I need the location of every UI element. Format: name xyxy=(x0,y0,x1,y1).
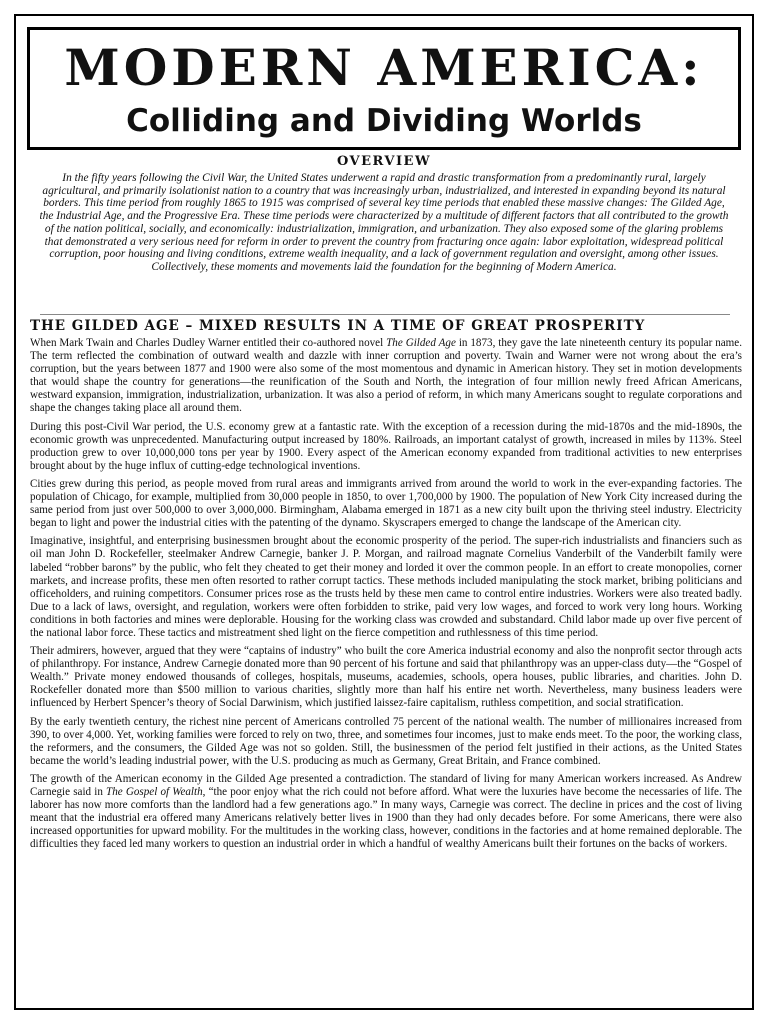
paragraph-4: Imaginative, insightful, and enterprising businessmen brought about the economic prosperity of the period. The super-rich industrialists and financiers such as oil man John D. Rockefeller, steelmaker Andrew Carnegie, banker J. P. Morgan, and railroad magnate Cornelius Vanderbilt of the Vanderbilt family were labeled “robber barons” by the public, who felt they cheated to get their money and lorded it over the common people. In an effort to create monopolies, corner markets, and increase profits, these men often resorted to rather corrupt tactics. These methods included manipulating the stock market, bribing politicians and officeholders, and ruining competitors. Consumer prices rose as the trusts held by these men came to control entire industries. Workers were also treated badly. Due to a lack of laws, oversight, and regulation, workers were often forbidden to strike, paid very low wages, and forced to work very long hours. Working conditions in both factories and mines were deplorable. Housing for the working class was crowded and substandard. Child labor made up over five percent of the national labor force. These tactics and mistreatment shed light on the fierce competition and ruthlessness of this time period. xyxy=(30,535,742,639)
paragraph-6: By the early twentieth century, the richest nine percent of Americans controlled 75 percent of the national wealth. The number of millionaires increased from 390, to over 4,000. Yet, working families were forced to rely on two, three, and sometimes four incomes, just to make ends meet. To the poor, the working class, the reformers, and the consumers, the Gilded Age was not so golden. Still, the businessmen of the period felt justified in their actions, as the United States became the world’s leading industrial power, with the U.S. producing as much as Germany, Great Britain, and France combined. xyxy=(30,715,742,767)
paragraph-3: Cities grew during this period, as people moved from rural areas and immigrants arrived from around the world to work in the ever-expanding factories. The population of Chicago, for example, multiplied from 30,000 people in 1850, to over 1,700,000 by 1900. The population of New York City increased during the same period from just over 500,000 to over 3,000,000. Birmingham, Alabama emerged in 1871 as a new city built upon the thriving steel industry. Electricity began to light and power the industrial cities with the patenting of the dynamo. Skyscrapers emerged to change the landscape of the American city. xyxy=(30,477,742,530)
overview-text: In the fifty years following the Civil War, the United States underwent a rapid and drastic transformation from a predominantly rural, largely agricultural, and primarily isolationist nation to a country that was increasingly urban, industrialized, and interested in expanding beyond its natural borders. This time period from roughly 1865 to 1915 was comprised of several key time periods that enabled these massive changes: The Gilded Age, the Industrial Age, and the Progressive Era. These time periods were characterized by a multitude of different factors that all contributed to the growth of the nation political, socially, and economically: industrialization, immigration, and urbanization. They also exposed some of the glaring problems that demonstrated a very serious need for reform in order to prevent the country from fracturing once again: labor exploitation, widespread political corruption, poor housing and living conditions, extreme wealth inequality, and a lack of government regulation and oversight, among other issues. Collectively, these moments and movements laid the foundation for the beginning of Modern America. xyxy=(39,172,729,273)
page-title: MODERN AMERICA: xyxy=(64,38,704,97)
paragraph-5: Their admirers, however, argued that they were “captains of industry” who built the core America industrial economy and also the nonprofit sector through acts of philanthropy. For instance, Andrew Carnegie donated more than 90 percent of his fortune and said that philanthropy was an upper-class duty—the “Gospel of Wealth.” Private money endowed thousands of colleges, hospitals, museums, academies, schools, opera houses, public libraries, and charities. John D. Rockefeller donated more than $500 million to various charities, slightly more than half his entire net worth. Nevertheless, many business leaders were influenced by Herbert Spencer’s theory of Social Darwinism, which justified laissez-faire capitalism, ruthless competition, and social stratification. xyxy=(30,645,742,710)
book-title-gilded-age: The Gilded Age xyxy=(386,337,456,349)
paragraph-2: During this post-Civil War period, the U.S. economy grew at a fantastic rate. With the exception of a recession during the mid-1870s and the mid-1890s, the economic growth was unprecedented. Manufacturing output increased by 180%. Railroads, an important catalyst of growth, increased in miles by 113%. Steel production grew to over 10,000,000 tons per year by 1900. Every aspect of the American economy expanded from traditional activities to new enterprises brought about by the huge influx of cutting-edge technological inventions. xyxy=(30,420,742,472)
paragraph-1-text-b: in 1873, they gave the late nineteenth century its popular name. The term reflected the combination of outward wealth and dazzle with inner corruption and poverty. Twain and Warner were not wrong about the era’s corruption, but the years between 1877 and 1900 were also some of the most momentous and dynamic in American history. They set in motion developments that would shape the country for generations—the reunification of the South and North, the integration of four million newly freed African Americans, westward expansion, immigration, industrialization, urbanization. It was also a period of reform, in which many Americans sought to regulate corporations and shape the changes taking place all around them. xyxy=(30,337,743,415)
section-heading: THE GILDED AGE – MIXED RESULTS IN A TIME OF GREAT PROSPERITY xyxy=(30,318,646,334)
paragraph-7-text-b: , “the poor enjoy what the rich could not before afford. What were the luxuries have become the necessaries of life. The laborer has now more comforts than the landlord had a few generations ago.” In many ways, Carnegie was correct. The decline in prices and the cost of living meant that the industrial era offered many Americans relatively better lives in 1900 than they had only decades before. For some Americans, there were also increased opportunities for upward mobility. For the multitudes in the working class, however, conditions in the factories and at home remained deplorable. The difficulties they faced led many workers to question an industrial order in which a handful of wealthy Americans built their fortunes on the backs of workers. xyxy=(30,786,742,851)
section-divider xyxy=(40,314,730,315)
book-title-gospel-of-wealth: The Gospel of Wealth xyxy=(106,786,203,798)
overview-heading: OVERVIEW xyxy=(336,154,432,169)
paragraph-7-text-a: The growth of the American economy in the Gilded Age presented a contradiction. The standard of living for many American workers increased. As Andrew Carnegie said in xyxy=(30,772,742,798)
paragraph-1-text-a: When Mark Twain and Charles Dudley Warner entitled their co-authored novel xyxy=(30,337,387,349)
article-body xyxy=(30,337,742,856)
paragraph-7 xyxy=(30,773,742,852)
paragraph-1 xyxy=(30,337,742,416)
page-subtitle: Colliding and Dividing Worlds xyxy=(126,103,642,139)
title-banner xyxy=(27,27,741,150)
